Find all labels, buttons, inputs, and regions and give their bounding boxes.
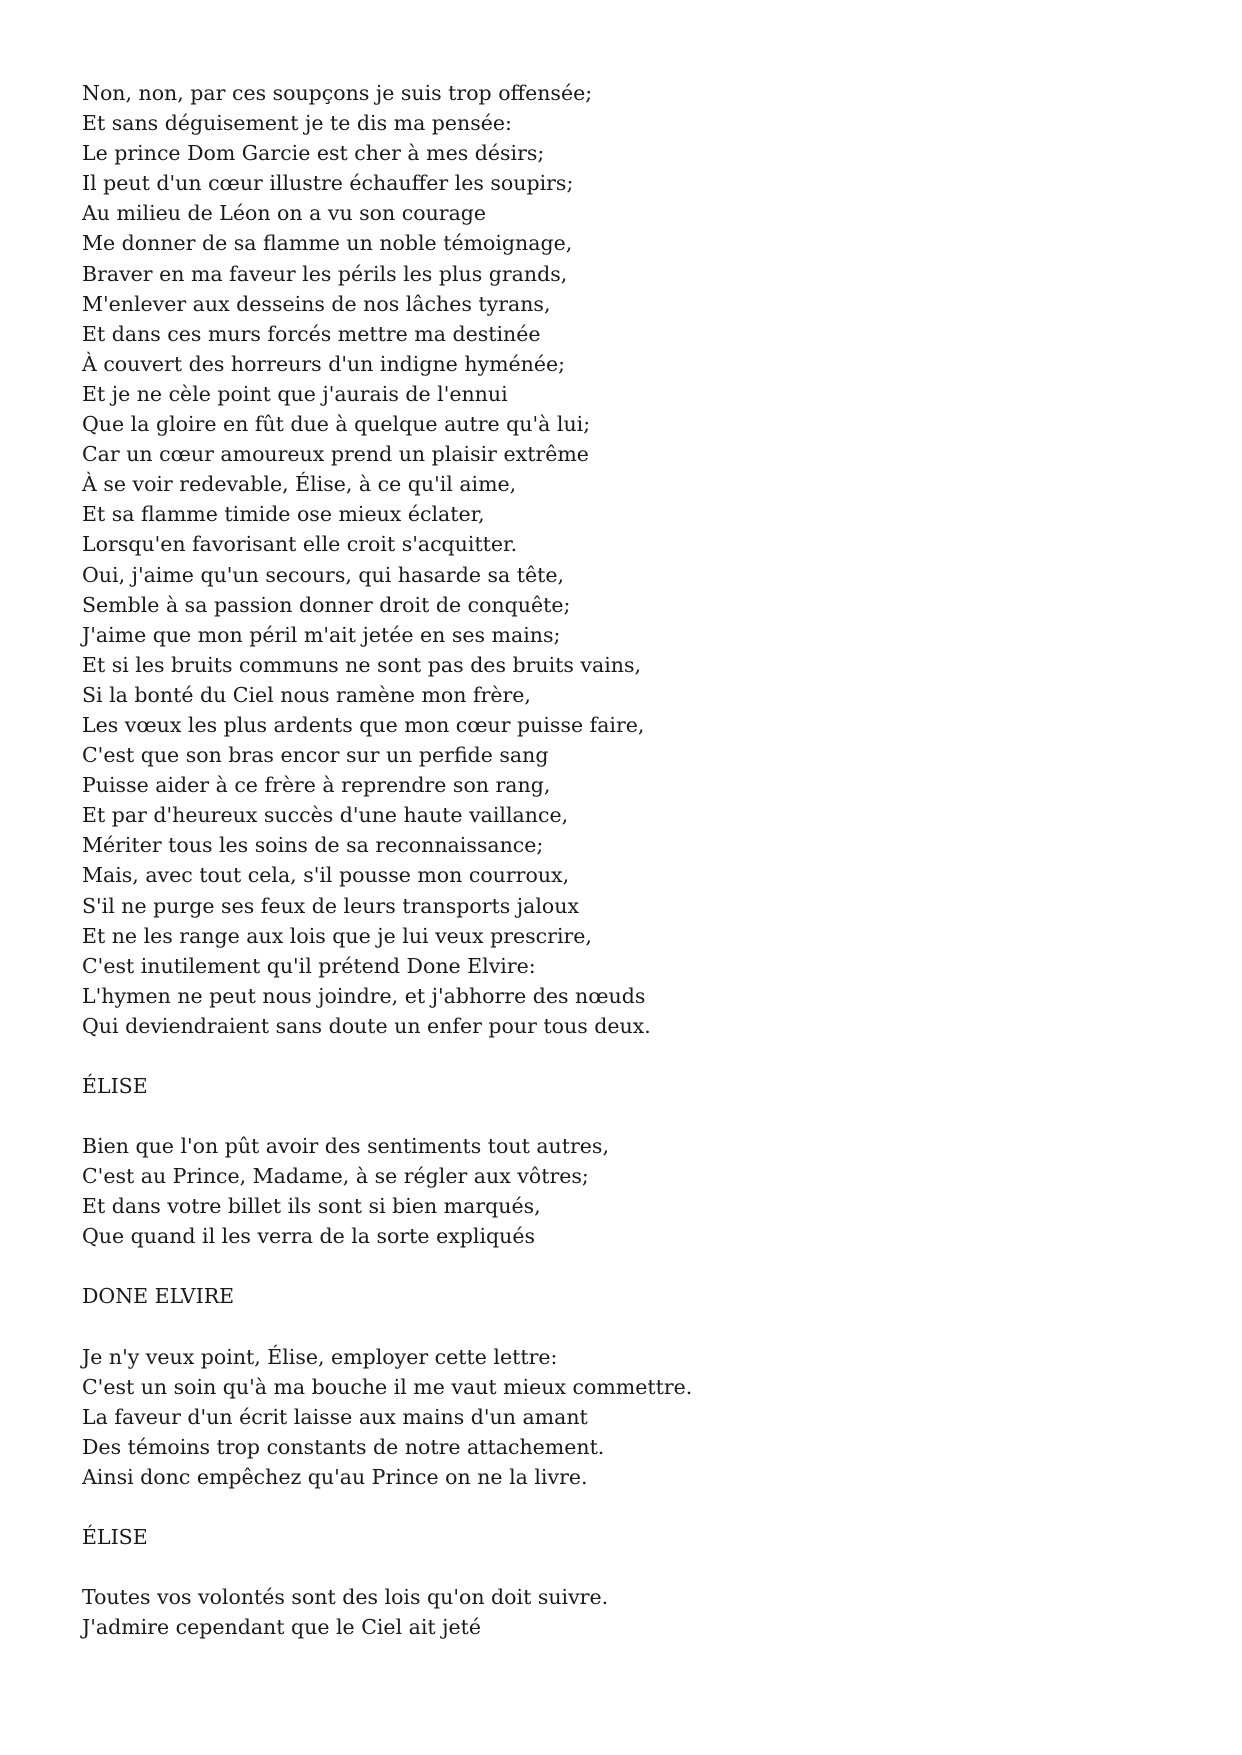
- verse-line: M'enlever aux desseins de nos lâches tyrans,: [82, 291, 551, 316]
- verse-line: La faveur d'un écrit laisse aux mains d'un amant: [82, 1404, 588, 1429]
- verse-line: Et sans déguisement je te dis ma pensée:: [82, 111, 512, 136]
- verse-line: Et ne les range aux lois que je lui veux prescrire,: [82, 923, 592, 948]
- verse-line: Bien que l'on pût avoir des sentiments tout autres,: [82, 1134, 609, 1159]
- verse-line: Qui deviendraient sans doute un enfer pour tous deux.: [82, 1013, 651, 1038]
- verse-line: Mériter tous les soins de sa reconnaissance;: [82, 833, 544, 858]
- verse-line: Des témoins trop constants de notre attachement.: [82, 1434, 605, 1459]
- speaker-name: DONE ELVIRE: [82, 1284, 235, 1309]
- verse-line: Et je ne cèle point que j'aurais de l'ennui: [82, 381, 508, 406]
- verse-line: J'admire cependant que le Ciel ait jeté: [82, 1615, 482, 1640]
- verse-line: Et si les bruits communs ne sont pas des bruits vains,: [82, 652, 642, 677]
- verse-line: Toutes vos volontés sont des lois qu'on doit suivre.: [82, 1585, 609, 1610]
- verse-line: Si la bonté du Ciel nous ramène mon frère,: [82, 682, 531, 707]
- verse-line: Que la gloire en fût due à quelque autre qu'à lui;: [82, 412, 591, 437]
- verse-line: Le prince Dom Garcie est cher à mes désirs;: [82, 141, 545, 166]
- verse-line: J'aime que mon péril m'ait jetée en ses mains;: [82, 622, 561, 647]
- verse-line: L'hymen ne peut nous joindre, et j'abhorre des nœuds: [82, 983, 646, 1008]
- verse-line: C'est au Prince, Madame, à se régler aux vôtres;: [82, 1164, 589, 1189]
- stanza-1: [82, 78, 1182, 1041]
- verse-line: Et par d'heureux succès d'une haute vaillance,: [82, 803, 569, 828]
- verse-line: Au milieu de Léon on a vu son courage: [82, 201, 487, 226]
- verse-line: Semble à sa passion donner droit de conquête;: [82, 592, 571, 617]
- speaker-name: ÉLISE: [82, 1074, 148, 1098]
- verse-line: Ainsi donc empêchez qu'au Prince on ne la livre.: [82, 1464, 588, 1489]
- verse-line: Que quand il les verra de la sorte expliqués: [82, 1224, 535, 1249]
- speaker-name: ÉLISE: [82, 1525, 148, 1550]
- verse-line: Puisse aider à ce frère à reprendre son rang,: [82, 773, 551, 798]
- verse-line: Et dans votre billet ils sont si bien marqués,: [82, 1194, 541, 1219]
- stanza-3: [82, 1281, 1182, 1492]
- verse-line: C'est que son bras encor sur un perfide sang: [82, 743, 549, 768]
- verse-line: Je n'y veux point, Élise, employer cette lettre:: [82, 1344, 558, 1369]
- verse-line: S'il ne purge ses feux de leurs transports jaloux: [82, 893, 580, 918]
- stanza-2: [82, 1071, 1182, 1251]
- verse-line: Non, non, par ces soupçons je suis trop offensée;: [82, 81, 593, 105]
- verse-line: Et sa flamme timide ose mieux éclater,: [82, 502, 485, 527]
- document-page: [82, 78, 1182, 1642]
- verse-line: Lorsqu'en favorisant elle croit s'acquitter.: [82, 532, 518, 557]
- verse-line: Me donner de sa flamme un noble témoignage,: [82, 231, 573, 256]
- verse-line: C'est inutilement qu'il prétend Done Elvire:: [82, 953, 536, 978]
- verse-line: Il peut d'un cœur illustre échauffer les soupirs;: [82, 171, 574, 196]
- verse-line: Et dans ces murs forcés mettre ma destinée: [82, 321, 541, 346]
- verse-line: Oui, j'aime qu'un secours, qui hasarde sa tête,: [82, 562, 565, 587]
- verse-line: C'est un soin qu'à ma bouche il me vaut mieux commettre.: [82, 1374, 693, 1399]
- verse-line: Car un cœur amoureux prend un plaisir extrême: [82, 442, 589, 467]
- verse-line: À se voir redevable, Élise, à ce qu'il aime,: [82, 472, 517, 497]
- verse-line: À couvert des horreurs d'un indigne hyménée;: [82, 351, 566, 376]
- verse-line: Les vœux les plus ardents que mon cœur puisse faire,: [82, 712, 645, 737]
- stanza-4: [82, 1522, 1182, 1642]
- verse-line: Mais, avec tout cela, s'il pousse mon courroux,: [82, 863, 570, 888]
- verse-line: Braver en ma faveur les périls les plus grands,: [82, 261, 568, 286]
